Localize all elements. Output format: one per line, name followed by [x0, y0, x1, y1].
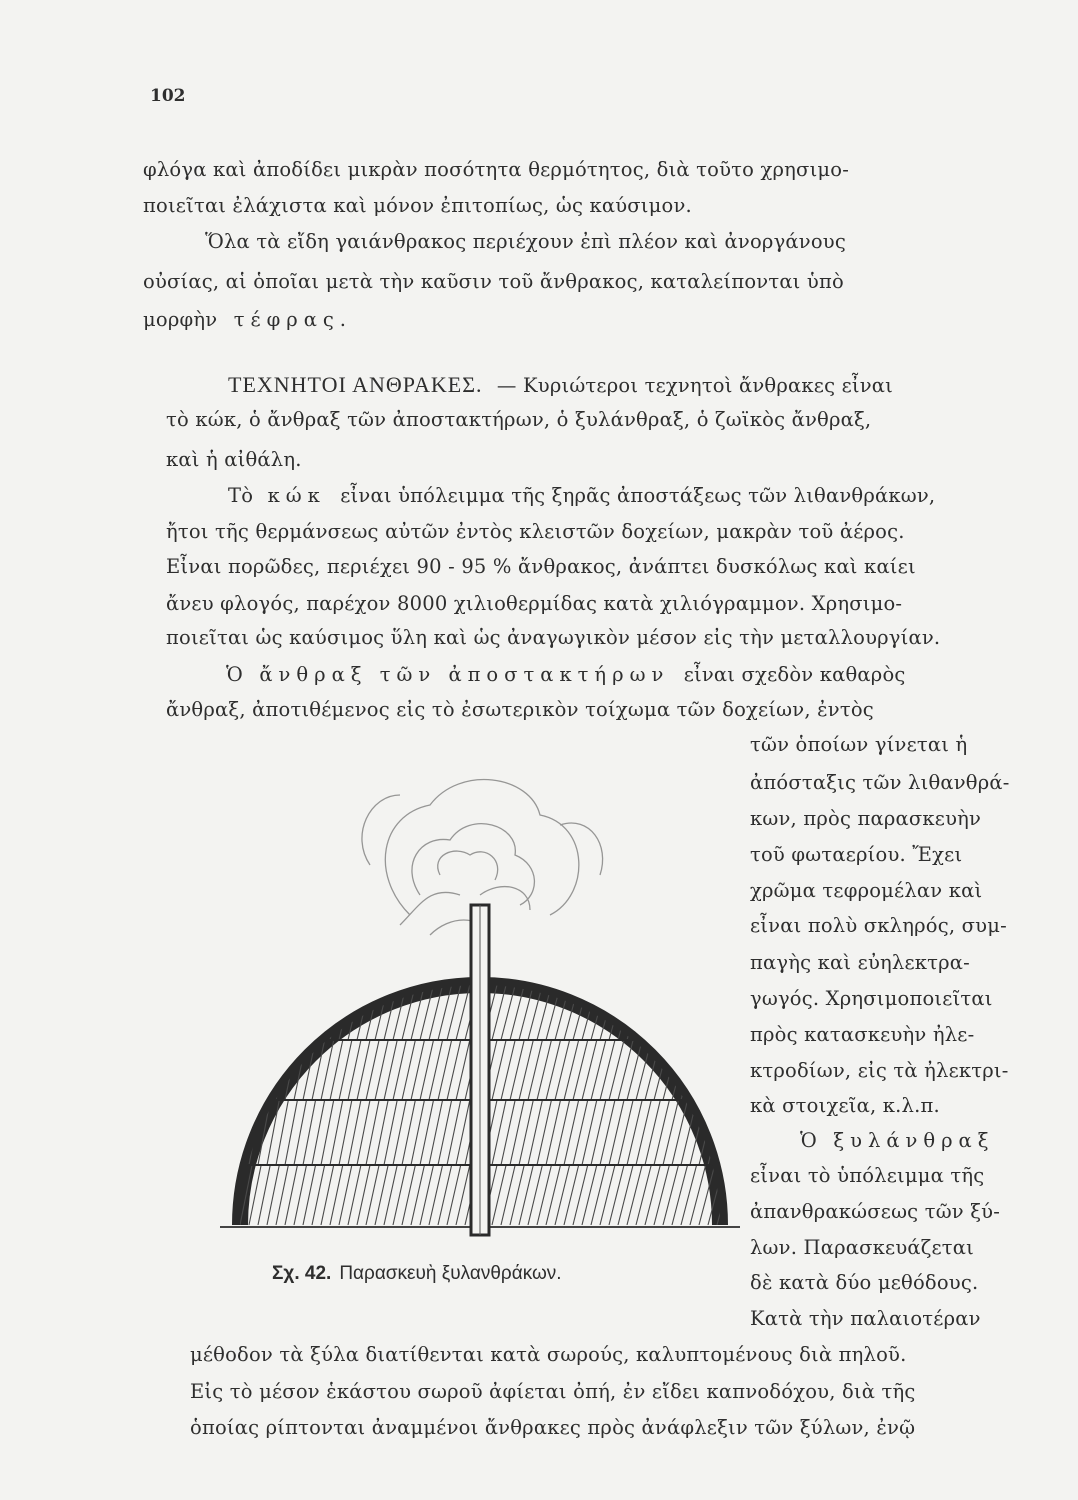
log-stroke: [501, 1100, 515, 1165]
log-stroke: [573, 1040, 588, 1100]
log-stroke: [564, 1165, 579, 1225]
log-stroke: [339, 905, 352, 985]
log-stroke: [312, 905, 325, 985]
log-stroke: [717, 1040, 733, 1100]
log-stroke: [690, 1040, 706, 1100]
log-stroke: [537, 1040, 551, 1100]
log-stroke: [717, 1100, 733, 1165]
log-stroke: [528, 1100, 542, 1165]
log-stroke: [240, 905, 252, 985]
log-stroke: [609, 905, 624, 985]
charcoal-pile-illustration: [220, 755, 740, 1275]
side-line: γωγός. Χρησιμοποιεῖται: [750, 987, 993, 1010]
log-stroke: [456, 1100, 470, 1165]
log-stroke: [654, 1165, 669, 1225]
log-stroke: [618, 1100, 633, 1165]
text-line: [800, 1129, 994, 1152]
log-stroke: [573, 1165, 588, 1225]
side-line: Κατὰ τὴν παλαιοτέραν: [750, 1307, 981, 1330]
log-stroke: [609, 1165, 624, 1225]
side-line: δὲ κατὰ δύο μεθόδους.: [750, 1271, 979, 1294]
log-stroke: [681, 1165, 697, 1225]
log-stroke: [402, 905, 415, 985]
log-stroke: [258, 905, 270, 985]
log-stroke: [555, 905, 570, 985]
log-stroke: [510, 1100, 524, 1165]
side-line: κτροδίων, εἰς τὰ ἠλεκτρι-: [750, 1059, 1009, 1082]
log-stroke: [654, 985, 669, 1040]
log-stroke: [330, 905, 343, 985]
log-stroke: [456, 1165, 470, 1225]
log-stroke: [249, 905, 261, 985]
log-stroke: [240, 985, 252, 1040]
log-stroke: [276, 985, 288, 1040]
text-line: [143, 308, 352, 331]
log-stroke: [636, 1165, 651, 1225]
log-stroke: [591, 1165, 606, 1225]
log-stroke: [672, 905, 688, 985]
log-stroke: [501, 1165, 515, 1225]
log-stroke: [303, 985, 316, 1040]
side-line: ἀπόσταξις τῶν λιθανθρά-: [750, 771, 1010, 794]
text-line: Εἶναι πορῶδες, περιέχει 90 - 95 % ἄνθρακος, ἀνάπτει δυσκόλως καὶ καίει: [166, 555, 916, 578]
log-stroke: [645, 1100, 660, 1165]
text-run: εἶναι σχεδὸν καθαρὸς: [683, 663, 906, 686]
log-stroke: [510, 1165, 524, 1225]
log-stroke: [438, 905, 452, 985]
side-line: πρὸς κατασκευὴν ἠλε-: [750, 1023, 975, 1046]
log-stroke: [267, 985, 279, 1040]
figure-label: Σχ. 42.: [272, 1263, 332, 1284]
log-stroke: [528, 1040, 542, 1100]
log-stroke: [294, 905, 307, 985]
log-stroke: [708, 905, 724, 985]
log-stroke: [492, 1040, 506, 1100]
log-stroke: [366, 905, 379, 985]
log-stroke: [564, 905, 579, 985]
side-line: εἶναι πολὺ σκληρός, συμ-: [750, 914, 1007, 937]
log-stroke: [375, 905, 388, 985]
log-stroke: [681, 985, 697, 1040]
log-stroke: [672, 1165, 688, 1225]
text-line: ποιεῖται ὡς καύσιμος ὕλη καὶ ὡς ἀναγωγικὸν μέσον εἰς τὴν μεταλλουργίαν.: [166, 626, 941, 649]
side-line: παγὴς καὶ εὐηλεκτρα-: [750, 951, 970, 974]
log-stroke: [447, 905, 461, 985]
log-stroke: [429, 905, 443, 985]
log-stroke: [636, 1100, 651, 1165]
log-stroke: [600, 1040, 615, 1100]
emphasized-term: τέφρας.: [233, 308, 352, 331]
log-stroke: [672, 1100, 688, 1165]
text-line: [228, 484, 935, 507]
text-run: μορφὴν: [143, 308, 218, 331]
side-line: χρῶμα τεφρομέλαν καὶ: [750, 879, 983, 902]
log-stroke: [690, 1165, 706, 1225]
log-stroke: [537, 905, 551, 985]
log-stroke: [276, 905, 288, 985]
log-stroke: [645, 905, 660, 985]
log-stroke: [654, 1100, 669, 1165]
log-stroke: [591, 1100, 606, 1165]
log-stroke: [663, 985, 678, 1040]
emphasized-term: ἄνθραξ τῶν ἀποστακτήρων: [259, 663, 670, 686]
log-stroke: [537, 1165, 551, 1225]
log-stroke: [663, 905, 678, 985]
log-stroke: [510, 905, 524, 985]
side-line: τοῦ φωταερίου. Ἔχει: [750, 843, 963, 866]
text-line: οὐσίας, αἱ ὁποῖαι μετὰ τὴν καῦσιν τοῦ ἄνθρακος, καταλείπονται ὑπὸ: [143, 270, 844, 293]
log-stroke: [357, 905, 370, 985]
side-line: τῶν ὁποίων γίνεται ἡ: [750, 733, 968, 756]
log-stroke: [492, 905, 506, 985]
log-stroke: [618, 1040, 633, 1100]
log-stroke: [258, 1040, 270, 1100]
text-run: Ὁ: [800, 1129, 817, 1152]
log-stroke: [645, 1165, 660, 1225]
text-line: ἄνευ φλογός, παρέχον 8000 χιλιοθερμίδας κατὰ χιλιόγραμμον. Χρησιμο-: [166, 592, 903, 615]
figure-caption-text: Παρασκευὴ ξυλανθράκων.: [339, 1263, 562, 1284]
log-stroke: [519, 1040, 533, 1100]
log-stroke: [492, 1100, 506, 1165]
log-stroke: [618, 1165, 633, 1225]
log-stroke: [528, 905, 542, 985]
log-stroke: [582, 1040, 597, 1100]
log-stroke: [690, 905, 706, 985]
charcoal-pile-figure: [220, 755, 740, 1275]
log-stroke: [591, 1040, 606, 1100]
text-line: φλόγα καὶ ἀποδίδει μικρὰν ποσότητα θερμότητος, διὰ τοῦτο χρησιμο-: [143, 158, 850, 181]
side-line: λων. Παρασκευάζεται: [750, 1236, 975, 1259]
text-line: ἄνθραξ, ἀποτιθέμενος εἰς τὸ ἐσωτερικὸν τοίχωμα τῶν δοχείων, ἐντὸς: [166, 698, 874, 721]
log-stroke: [708, 985, 724, 1040]
log-stroke: [663, 1100, 678, 1165]
chimney-shaft: [471, 905, 489, 1235]
log-stroke: [546, 1165, 561, 1225]
log-stroke: [609, 1040, 624, 1100]
text-line: [226, 663, 906, 686]
log-stroke: [699, 1040, 715, 1100]
log-stroke: [555, 1100, 570, 1165]
log-stroke: [636, 905, 651, 985]
log-stroke: [510, 1040, 524, 1100]
log-stroke: [546, 1100, 561, 1165]
log-stroke: [618, 905, 633, 985]
text-line: μέθοδον τὰ ξύλα διατίθενται κατὰ σωρούς, καλυπτομένους διὰ πηλοῦ.: [190, 1343, 907, 1366]
log-stroke: [699, 905, 715, 985]
log-stroke: [303, 905, 316, 985]
log-stroke: [582, 1165, 597, 1225]
log-stroke: [573, 905, 588, 985]
text-line: ποιεῖται ἐλάχιστα καὶ μόνον ἐπιτοπίως, ὡς καύσιμον.: [143, 194, 692, 217]
side-line: ἀπανθρακώσεως τῶν ξύ-: [750, 1200, 1001, 1223]
log-stroke: [564, 1040, 579, 1100]
log-stroke: [600, 1100, 615, 1165]
section-heading-rest: — Κυριώτεροι τεχνητοὶ ἄνθρακες εἶναι: [496, 374, 894, 397]
text-run: εἶναι ὑπόλειμμα τῆς ξηρᾶς ἀποστάξεως τῶν λιθανθράκων,: [340, 484, 936, 507]
text-line: Εἰς τὸ μέσον ἑκάστου σωροῦ ἀφίεται ὀπή, ἐν εἴδει καπνοδόχου, διὰ τῆς: [190, 1380, 916, 1403]
log-stroke: [546, 1040, 561, 1100]
log-stroke: [501, 905, 515, 985]
log-stroke: [717, 985, 733, 1040]
section-heading: ΤΕΧΝΗΤΟΙ ΑΝΘΡΑΚΕΣ.: [228, 372, 483, 397]
figure-caption: [272, 1263, 562, 1285]
log-stroke: [627, 1165, 642, 1225]
log-stroke: [240, 1040, 252, 1100]
log-stroke: [627, 1100, 642, 1165]
log-stroke: [312, 985, 325, 1040]
log-stroke: [717, 905, 733, 985]
log-stroke: [645, 985, 660, 1040]
log-stroke: [555, 1040, 570, 1100]
log-stroke: [546, 905, 561, 985]
log-stroke: [492, 1165, 506, 1225]
text-line: καὶ ἡ αἰθάλη.: [166, 448, 302, 471]
text-run: Ὁ: [226, 663, 243, 686]
text-line: Ὅλα τὰ εἴδη γαιάνθρακος περιέχουν ἐπὶ πλέον καὶ ἀνοργάνους: [205, 230, 846, 253]
section-heading-line: [228, 372, 893, 398]
text-line: τὸ κώκ, ὁ ἄνθραξ τῶν ἀποστακτήρων, ὁ ξυλάνθραξ, ὁ ζωϊκὸς ἄνθραξ,: [166, 408, 872, 431]
log-stroke: [456, 905, 470, 985]
side-line: κων, πρὸς παρασκευὴν: [750, 807, 982, 830]
side-line: κὰ στοιχεῖα, κ.λ.π.: [750, 1094, 940, 1117]
log-stroke: [420, 905, 434, 985]
log-stroke: [699, 985, 715, 1040]
log-stroke: [411, 905, 424, 985]
log-stroke: [519, 1100, 533, 1165]
log-stroke: [591, 905, 606, 985]
emphasized-term: κώκ: [267, 484, 326, 507]
log-stroke: [249, 985, 261, 1040]
log-stroke: [321, 905, 334, 985]
emphasized-term: ξυλάνθραξ: [833, 1129, 995, 1152]
log-stroke: [564, 1100, 579, 1165]
log-stroke: [654, 905, 669, 985]
log-stroke: [519, 905, 533, 985]
log-stroke: [267, 905, 279, 985]
log-stroke: [456, 1040, 470, 1100]
log-stroke: [600, 1165, 615, 1225]
log-stroke: [582, 905, 597, 985]
log-stroke: [537, 1100, 551, 1165]
text-line: ἤτοι τῆς θερμάνσεως αὐτῶν ἐντὸς κλειστῶν δοχείων, μακρὰν τοῦ ἀέρος.: [166, 520, 905, 543]
log-stroke: [600, 905, 615, 985]
log-stroke: [663, 1165, 678, 1225]
log-stroke: [285, 985, 297, 1040]
log-stroke: [393, 905, 406, 985]
log-stroke: [348, 905, 361, 985]
log-stroke: [582, 1100, 597, 1165]
text-run: Τὸ: [228, 484, 254, 507]
page-number: 102: [150, 86, 186, 106]
log-stroke: [384, 905, 397, 985]
log-stroke: [672, 985, 688, 1040]
log-stroke: [636, 985, 651, 1040]
log-stroke: [519, 1165, 533, 1225]
log-stroke: [555, 1165, 570, 1225]
log-stroke: [528, 1165, 542, 1225]
log-stroke: [573, 1100, 588, 1165]
log-stroke: [285, 905, 297, 985]
log-stroke: [627, 905, 642, 985]
log-stroke: [609, 1100, 624, 1165]
log-stroke: [258, 985, 270, 1040]
log-stroke: [249, 1040, 261, 1100]
text-line: ὁποίας ρίπτονται ἀναμμένοι ἄνθρακες πρὸς ἀνάφλεξιν τῶν ξύλων, ἐνῷ: [190, 1416, 916, 1439]
side-line: εἶναι τὸ ὑπόλειμμα τῆς: [750, 1164, 985, 1187]
log-stroke: [501, 1040, 515, 1100]
log-stroke: [681, 905, 697, 985]
log-stroke: [708, 1040, 724, 1100]
log-stroke: [294, 985, 307, 1040]
log-stroke: [690, 985, 706, 1040]
